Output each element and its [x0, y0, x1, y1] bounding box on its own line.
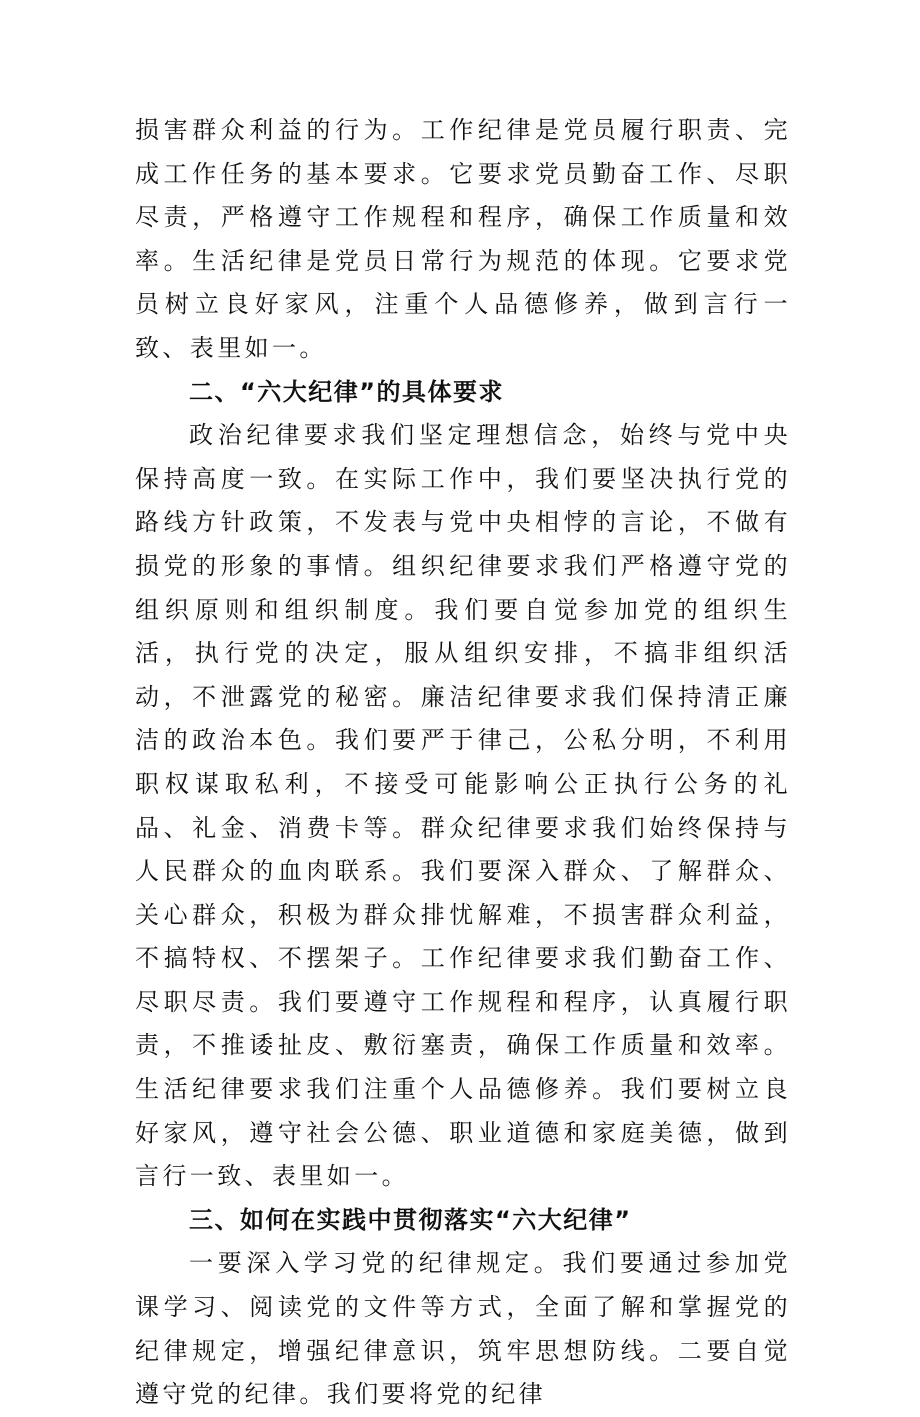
section-heading-2: 二、“六大纪律”的具体要求 — [189, 377, 505, 406]
section-heading-3: 三、如何在实践中贯彻落实“六大纪律” — [189, 1205, 632, 1234]
paragraph-section-2: 政治纪律要求我们坚定理想信念，始终与党中央保持高度一致。在实际工作中，我们要坚决执行党的路线方针政策，不发表与党中央相悖的言论，不做有损党的形象的事情。组织纪律要求我们严格遵守党的组织原则和组织制度。我们要自觉参加党的组织生活，执行党的决定，服从组织安排，不搞非组织活动，不泄露党的秘密。廉洁纪律要求我们保持清正廉洁的政治本色。我们要严于律己，公私分明，不利用职权谋取私利，不接受可能影响公正执行公务的礼品、礼金、消费卡等。群众纪律要求我们始终保持与人民群众的血肉联系。我们要深入群众、了解群众、关心群众，积极为群众排忧解难，不损害群众利益，不搞特权、不摆架子。工作纪律要求我们勤奋工作、尽职尽责。我们要遵守工作规程和程序，认真履行职责，不推诿扯皮、敷衍塞责，确保工作质量和效率。生活纪律要求我们注重个人品德修养。我们要树立良好家风，遵守社会公德、职业道德和家庭美德，做到言行一致、表里如一。 — [135, 421, 791, 1191]
paragraph-section-3: 一要深入学习党的纪律规定。我们要通过参加党课学习、阅读党的文件等方式，全面了解和掌握党的纪律规定，增强纪律意识，筑牢思想防线。二要自觉遵守党的纪律。我们要将党的纪律 — [135, 1249, 791, 1409]
paragraph-intro: 损害群众利益的行为。工作纪律是党员履行职责、完成工作任务的基本要求。它要求党员勤奋工作、尽职尽责，严格遵守工作规程和程序，确保工作质量和效率。生活纪律是党员日常行为规范的体现。它要求党员树立良好家风，注重个人品德修养，做到言行一致、表里如一。 — [135, 116, 791, 362]
document-body — [135, 109, 791, 1417]
